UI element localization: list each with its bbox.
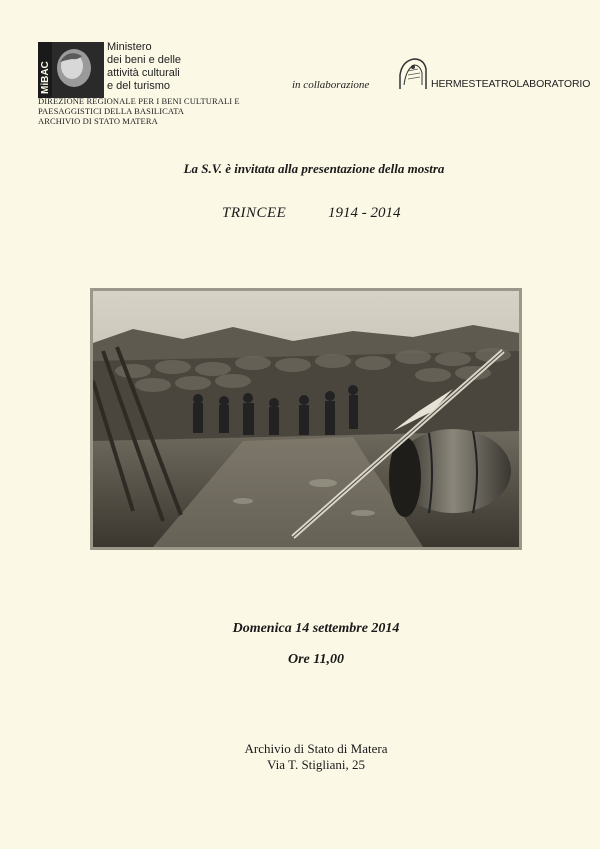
hermes-logo <box>396 55 430 91</box>
trench-photo-image <box>93 291 519 547</box>
dept-line: DIREZIONE REGIONALE PER I BENI CULTURALI E <box>38 96 240 106</box>
event-date: Domenica 14 settembre 2014 <box>232 621 400 636</box>
ministry-line: Ministero <box>107 41 152 53</box>
collaboration-text: in collaborazione <box>292 79 370 91</box>
invitation-text-row <box>0 160 600 178</box>
partner-name: HERMESTEATROLABORATORIO <box>431 78 591 90</box>
dept-line: ARCHIVIO DI STATO MATERA <box>38 116 158 126</box>
ministry-line: dei beni e delle <box>107 54 182 66</box>
dept-line: PAESAGGISTICI DELLA BASILICATA <box>38 106 185 116</box>
event-date-row <box>0 621 600 637</box>
exhibition-years: 1914 - 2014 <box>328 205 401 221</box>
department-lines <box>38 96 258 126</box>
invitation-text: La S.V. è invitata alla presentazione della mostra <box>183 161 445 176</box>
event-time: Ore 11,00 <box>288 652 344 667</box>
ministry-line: e del turismo <box>107 80 170 92</box>
venue-block <box>0 741 600 773</box>
exhibition-title-row <box>222 205 401 222</box>
venue-address: Via T. Stigliani, 25 <box>266 757 366 772</box>
svg-text:MiBAC: MiBAC <box>40 61 51 94</box>
venue-name: Archivio di Stato di Matera <box>244 741 388 756</box>
trench-photo <box>90 288 522 550</box>
event-time-row <box>0 652 600 668</box>
ministry-name <box>107 41 227 93</box>
exhibition-title: TRINCEE <box>222 205 287 221</box>
mibac-logo <box>38 42 104 104</box>
ministry-line: attività culturali <box>107 67 180 79</box>
